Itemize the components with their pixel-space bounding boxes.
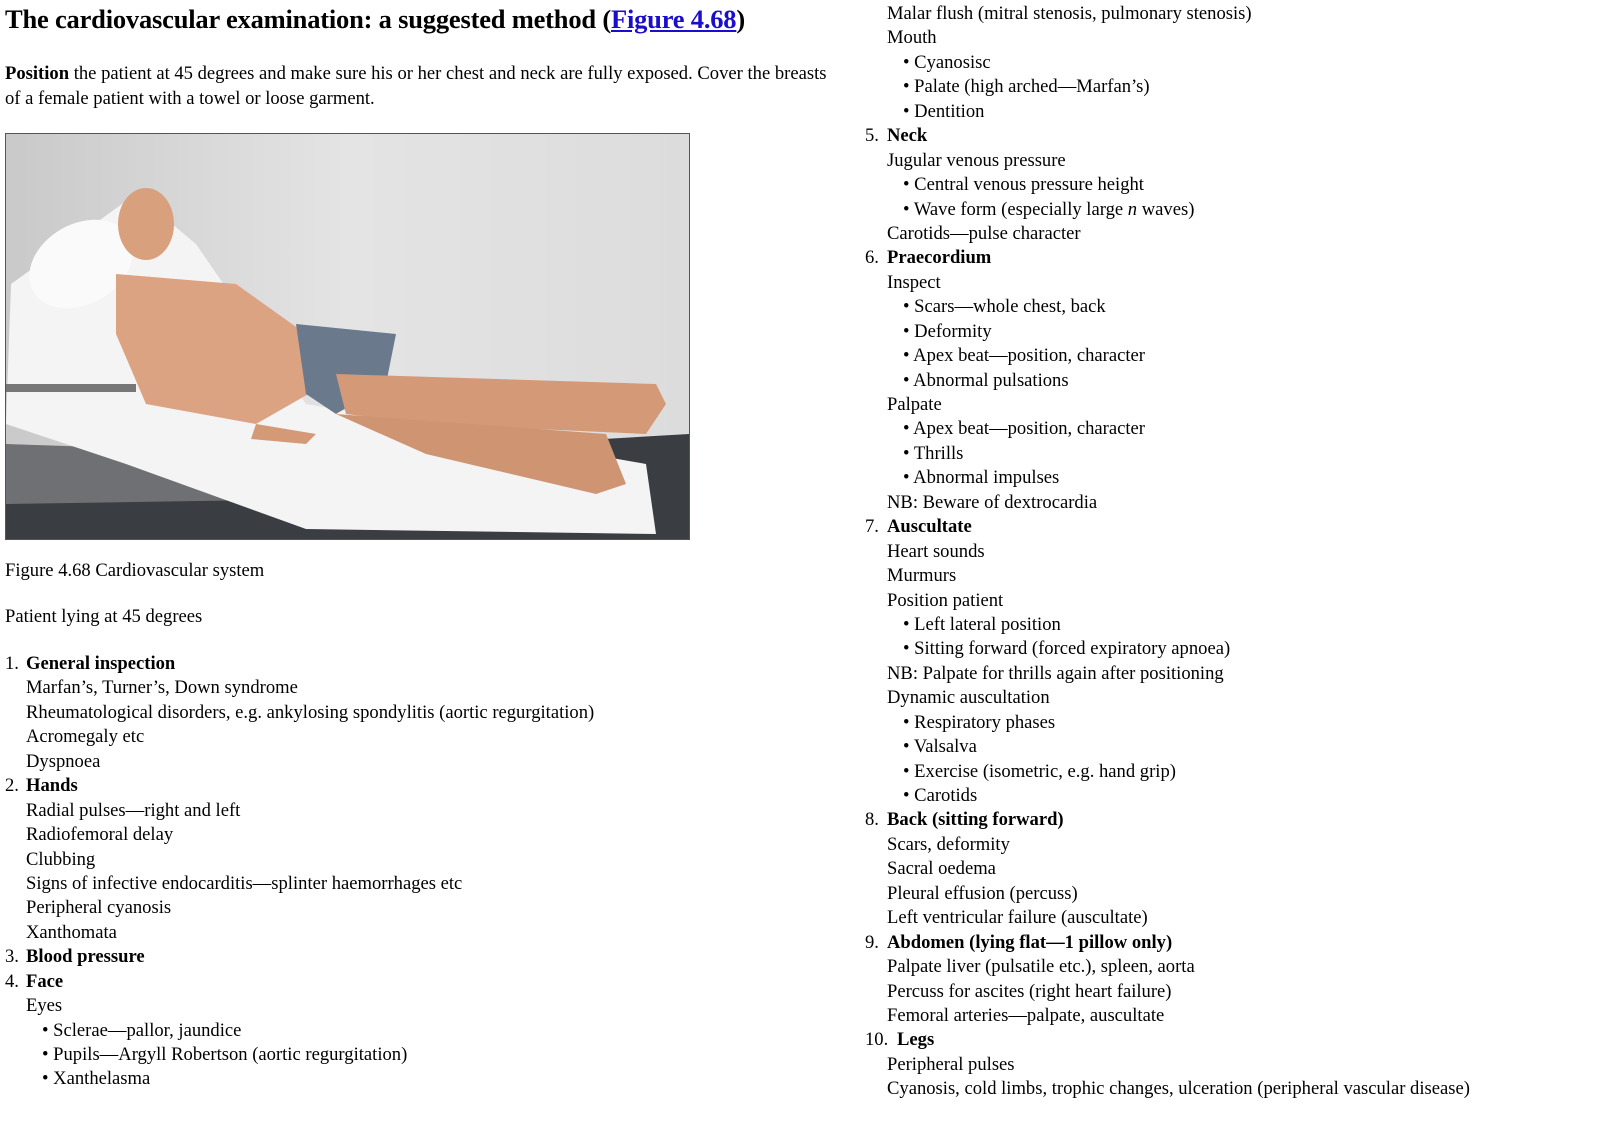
bullet-text <box>903 369 1069 393</box>
bullet-icon: • <box>903 100 910 122</box>
bullet-icon: • <box>903 613 910 635</box>
item-text: Apex beat—position, character <box>913 345 1145 367</box>
item-text: Murmurs <box>887 565 957 587</box>
bullet-text <box>903 637 1230 661</box>
section-title: Praecordium <box>887 247 992 269</box>
item-text: Left lateral position <box>914 613 1061 635</box>
figure-caption: Figure 4.68 Cardiovascular system <box>5 560 265 581</box>
figure-image <box>5 133 690 540</box>
bullet-icon: • <box>903 198 910 220</box>
patient-note: Patient lying at 45 degrees <box>5 606 203 627</box>
bullet-icon: • <box>903 638 910 660</box>
item-emphasis: n <box>1127 198 1138 220</box>
item-text: Acromegaly etc <box>26 726 145 748</box>
item-text: Palpate liver (pulsatile etc.), spleen, aorta <box>887 956 1195 978</box>
section-number: 3. <box>5 946 19 968</box>
bullet-text <box>903 466 1059 490</box>
bullet-text <box>903 344 1145 368</box>
item-text: Abnormal pulsations <box>913 369 1069 391</box>
item-text: Femoral arteries—palpate, auscultate <box>887 1004 1165 1026</box>
section-number: 10. <box>865 1029 889 1051</box>
intro-bold: Position <box>5 63 70 84</box>
bullet-text <box>903 295 1106 319</box>
item-text: Valsalva <box>913 736 977 758</box>
bullet-icon: • <box>42 1019 49 1041</box>
section-number: 2. <box>5 775 19 797</box>
bullet-text <box>903 320 992 344</box>
section-title: Face <box>26 970 64 992</box>
bullet-icon: • <box>903 296 910 318</box>
item-text: Palate (high arched—Marfan’s) <box>914 76 1150 98</box>
item-text: Exercise (isometric, e.g. hand grip) <box>914 760 1176 782</box>
bullet-text <box>903 784 977 808</box>
section-title: Legs <box>897 1029 935 1051</box>
bullet-text <box>903 711 1055 735</box>
item-text: Central venous pressure height <box>914 174 1144 196</box>
item-text-post: waves) <box>1137 198 1195 220</box>
item-text: Clubbing <box>26 848 96 870</box>
section-number: 8. <box>865 809 879 831</box>
item-text: Percuss for ascites (right heart failure) <box>887 980 1172 1002</box>
item-text: Eyes <box>26 995 63 1017</box>
section-number: 9. <box>865 931 879 953</box>
item-text: Signs of infective endocarditis—splinter haemorrhages etc <box>26 872 463 894</box>
section-number: 6. <box>865 247 879 269</box>
section-title: Blood pressure <box>26 946 145 968</box>
bullet-text <box>903 100 984 124</box>
bullet-text <box>903 613 1061 637</box>
item-text: Marfan’s, Turner’s, Down syndrome <box>26 677 298 699</box>
bullet-icon: • <box>903 418 910 440</box>
bullet-text <box>903 417 1145 441</box>
item-text: Cyanosis, cold limbs, trophic changes, ulceration (peripheral vascular disease) <box>887 1078 1470 1100</box>
item-text: Palpate <box>887 394 942 415</box>
item-text: Wave form (especially large <box>913 198 1128 220</box>
item-text: Pleural effusion (percuss) <box>887 882 1078 904</box>
section-number: 4. <box>5 970 19 992</box>
bullet-icon: • <box>903 345 910 367</box>
item-text: Peripheral pulses <box>887 1053 1015 1075</box>
bullet-icon: • <box>903 76 910 98</box>
section-title: Auscultate <box>887 516 972 538</box>
section-title: Back (sitting forward) <box>887 809 1064 831</box>
bullet-icon: • <box>903 442 910 464</box>
bullet-text <box>42 1043 407 1067</box>
item-text: Sitting forward (forced expiratory apnoea) <box>914 638 1231 660</box>
section-title: General inspection <box>26 653 176 674</box>
item-text: Dentition <box>914 100 985 122</box>
item-text: Left ventricular failure (auscultate) <box>887 907 1148 929</box>
bullet-icon: • <box>903 760 910 782</box>
bullet-icon: • <box>903 320 910 342</box>
bullet-text <box>903 735 977 759</box>
item-text: Malar flush (mitral stenosis, pulmonary stenosis) <box>887 3 1252 24</box>
item-text: Abnormal impulses <box>913 467 1060 489</box>
bullet-icon: • <box>903 369 910 391</box>
bullet-text <box>903 198 1194 222</box>
section-number: 1. <box>5 653 19 674</box>
page-title <box>5 4 745 35</box>
figure-link[interactable]: Figure 4.68 <box>610 4 737 34</box>
item-text: Mouth <box>887 27 937 49</box>
intro-text: the patient at 45 degrees and make sure his or her chest and neck are fully exposed. Cover the breasts of a female patient with a towel or loose garment. <box>5 63 827 109</box>
bullet-icon: • <box>903 711 910 733</box>
item-text: NB: Beware of dextrocardia <box>887 491 1098 513</box>
item-text: Radiofemoral delay <box>26 824 174 846</box>
item-text: Dyspnoea <box>26 750 101 772</box>
bullet-text <box>903 442 963 466</box>
item-text: Carotids—pulse character <box>887 222 1081 244</box>
bullet-icon: • <box>903 467 910 489</box>
bullet-text <box>903 75 1150 99</box>
item-text: Apex beat—position, character <box>913 418 1145 440</box>
section-number: 7. <box>865 516 879 538</box>
item-text: Pupils—Argyll Robertson (aortic regurgitation) <box>53 1044 408 1065</box>
item-text: Thrills <box>913 442 964 464</box>
bullet-text <box>903 51 991 75</box>
item-text: Deformity <box>914 320 992 342</box>
title-text: The cardiovascular examination: a suggested method ( <box>5 4 611 34</box>
bullet-icon: • <box>42 1044 49 1065</box>
bullet-text <box>903 173 1144 197</box>
section-number: 5. <box>865 125 879 147</box>
item-text: Radial pulses—right and left <box>26 799 241 821</box>
item-text: Heart sounds <box>887 540 985 562</box>
bullet-icon: • <box>903 174 910 196</box>
item-text: Cyanosisc <box>914 51 991 73</box>
bullet-text <box>903 760 1176 784</box>
section-title: Abdomen (lying flat—1 pillow only) <box>887 931 1173 953</box>
item-text: Scars, deformity <box>887 833 1010 855</box>
item-text: Jugular venous pressure <box>887 149 1066 171</box>
item-text: NB: Palpate for thrills again after positioning <box>887 662 1224 684</box>
item-text: Sclerae—pallor, jaundice <box>53 1019 242 1041</box>
item-text: Xanthomata <box>26 921 117 943</box>
section-title: Neck <box>887 125 928 147</box>
bullet-text <box>42 1019 241 1043</box>
bullet-icon: • <box>42 1068 49 1090</box>
bullet-icon: • <box>903 736 910 758</box>
bullet-icon: • <box>903 51 910 73</box>
item-text: Scars—whole chest, back <box>914 296 1106 318</box>
item-text: Position patient <box>887 589 1004 611</box>
item-text: Carotids <box>914 785 978 806</box>
title-close: ) <box>736 4 745 34</box>
bullet-text <box>42 1067 150 1091</box>
item-text: Inspect <box>887 271 941 293</box>
intro-paragraph <box>5 62 845 111</box>
item-text: Sacral oedema <box>887 858 996 880</box>
item-text: Xanthelasma <box>53 1068 151 1090</box>
item-text: Peripheral cyanosis <box>26 897 172 919</box>
item-text: Dynamic auscultation <box>887 687 1050 709</box>
bullet-icon: • <box>903 785 910 806</box>
item-text: Rheumatological disorders, e.g. ankylosing spondylitis (aortic regurgitation) <box>26 701 595 723</box>
section-title: Hands <box>26 775 78 797</box>
item-text: Respiratory phases <box>914 711 1056 733</box>
